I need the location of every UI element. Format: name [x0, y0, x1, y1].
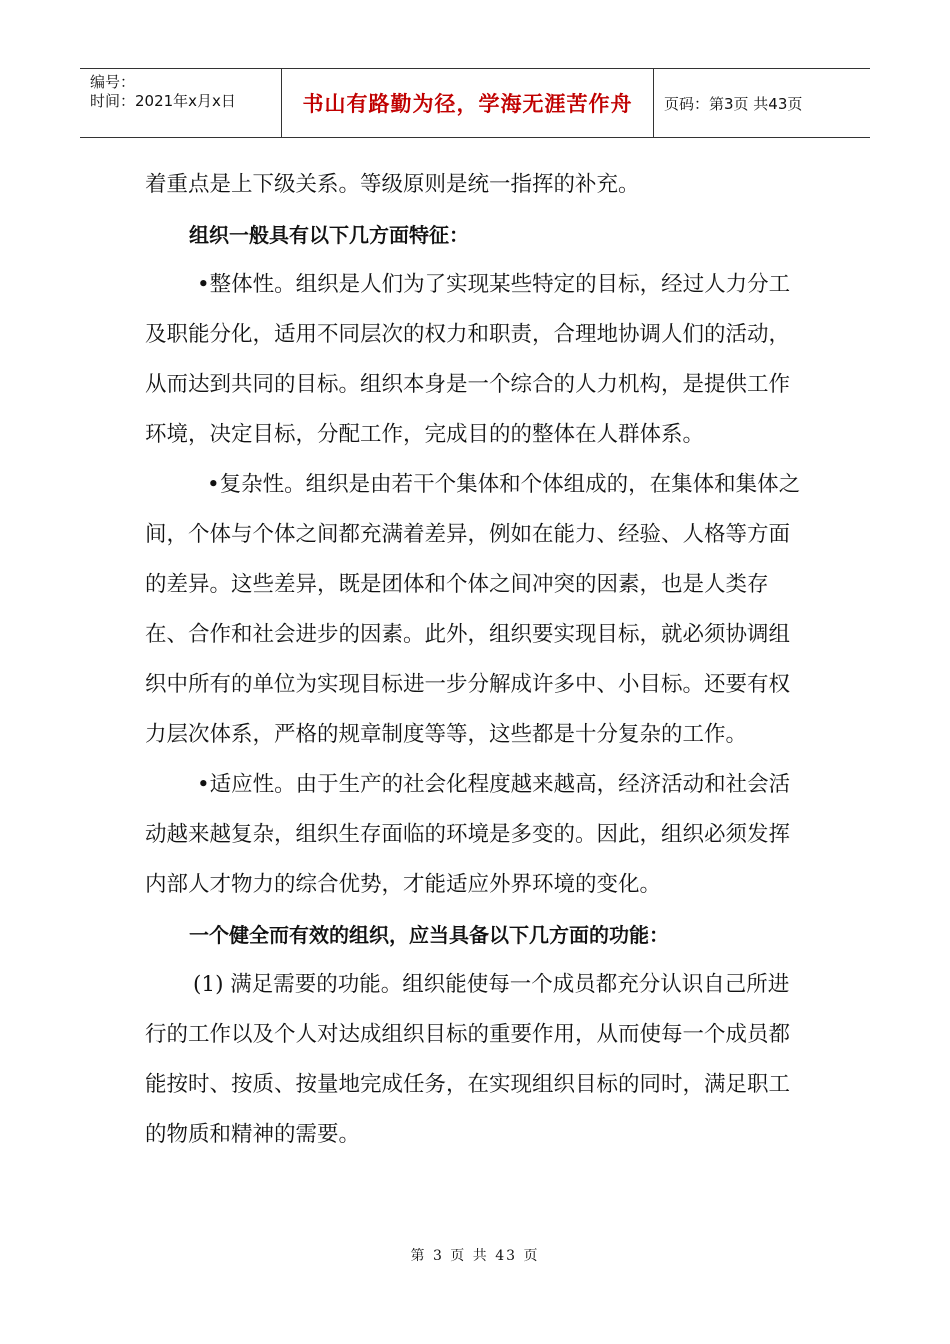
paragraph-adaptability: •适应性。由于生产的社会化程度越来越高，经济活动和社会活动越来越复杂，组织生存面临的环境是多变的。因此，组织必须发挥内部人才物力的综合优势，才能适应外界环境的变化。 — [145, 772, 791, 897]
paragraph-function-1: (1) 满足需要的功能。组织能使每一个成员都充分认识自己所进行的工作以及个人对达成组织目标的重要作用，从而使每一个成员都能按时、按质、按量地完成任务，在实现组织目标的同时，满足职工的物质和精神的需要。 — [145, 972, 791, 1147]
section-heading-characteristics: 组织一般具有以下几方面特征： — [189, 223, 469, 247]
page-footer: 第 3 页 共 43 页 — [410, 1248, 540, 1264]
header-page-info: 页码：第3页 共43页 — [664, 94, 803, 113]
paragraph-integrity: •整体性。组织是人们为了实现某些特定的目标，经过人力分工及职能分化，适用不同层次的权力和职责，合理地协调人们的活动，从而达到共同的目标。组织本身是一个综合的人力机构，是提供工作环境，决定目标，分配工作，完成目的的整体在人群体系。 — [145, 272, 791, 447]
section-heading-functions: 一个健全而有效的组织，应当具备以下几方面的功能： — [189, 923, 669, 947]
header-motto: 书山有路勤为径，学海无涯苦作舟 — [282, 69, 654, 137]
document-header — [80, 68, 870, 138]
paragraph-continuation: 着重点是上下级关系。等级原则是统一指挥的补充。 — [145, 172, 640, 197]
document-number-label: 编号： — [90, 73, 136, 91]
document-date: 时间：2021年x月x日 — [90, 92, 236, 110]
header-meta-cell — [80, 69, 282, 137]
document-body — [145, 160, 810, 1160]
paragraph-complexity: •复杂性。组织是由若干个集体和个体组成的，在集体和集体之间，个体与个体之间都充满着差异，例如在能力、经验、人格等方面的差异。这些差异，既是团体和个体之间冲突的因素，也是人类存在、合作和社会进步的因素。此外，组织要实现目标，就必须协调组织中所有的单位为实现目标进一步分解成许多中、小目标。还要有权力层次体系，严格的规章制度等等，这些都是十分复杂的工作。 — [145, 472, 801, 747]
